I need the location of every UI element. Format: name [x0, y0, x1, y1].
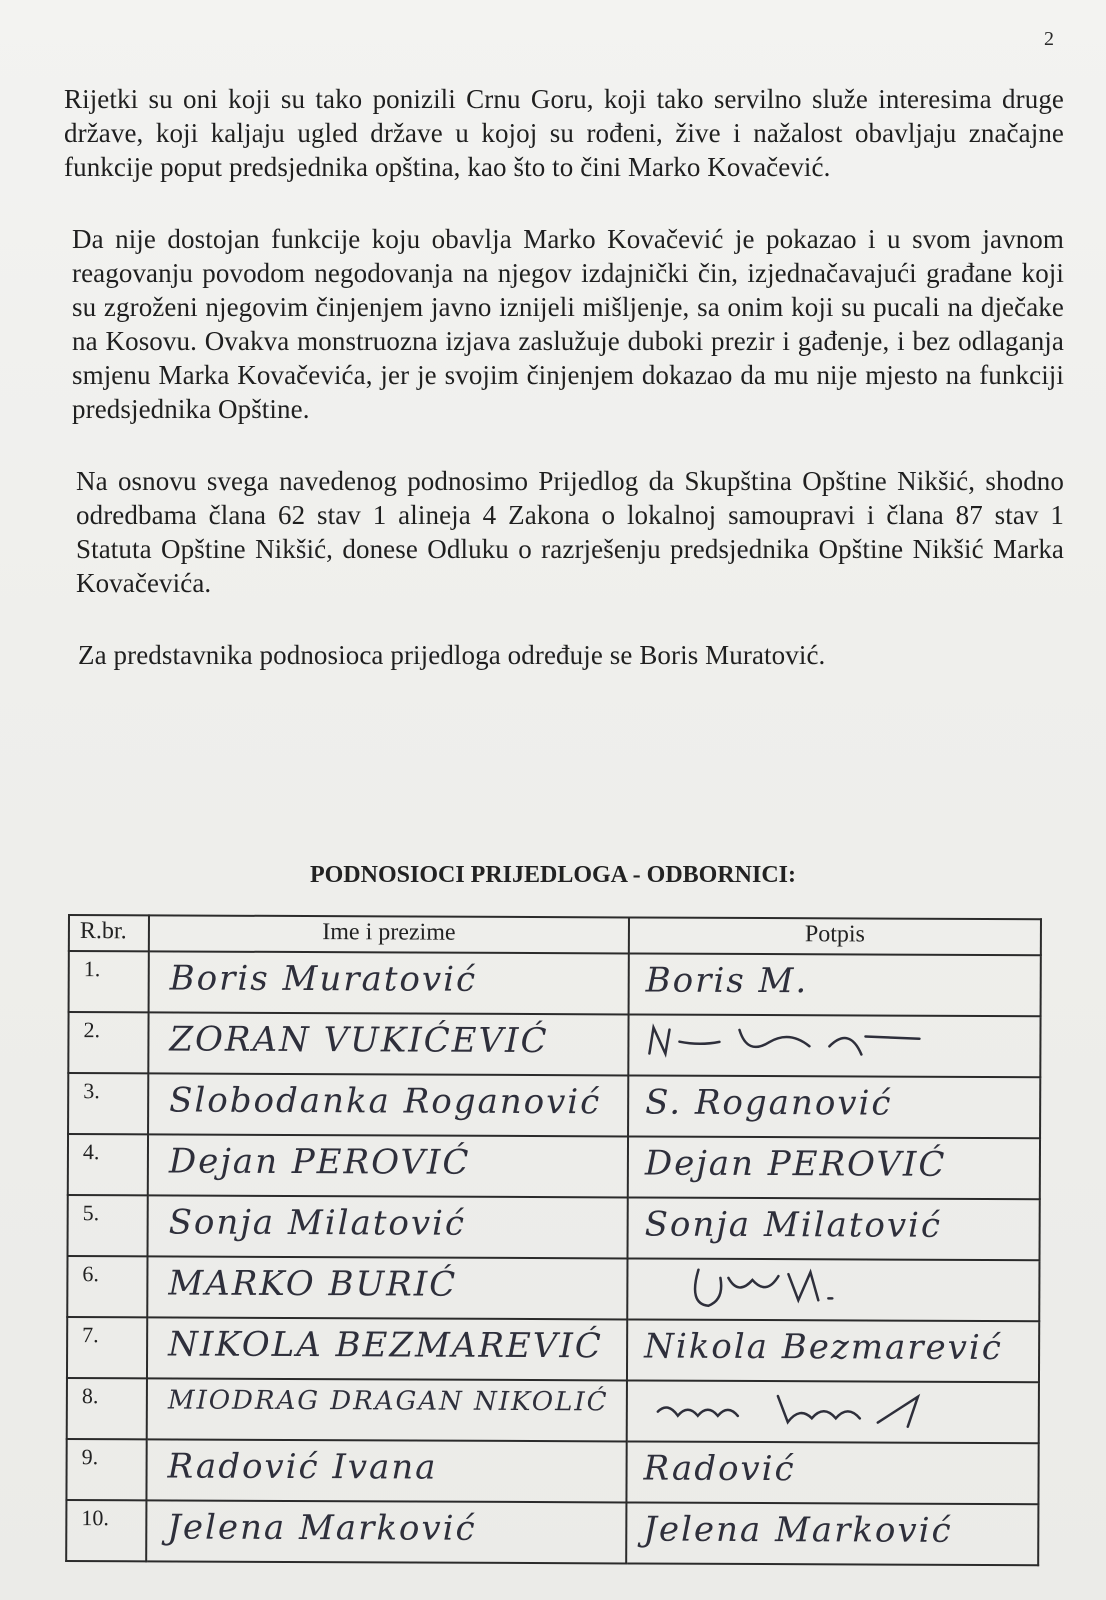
table-row — [68, 1195, 1040, 1260]
row-number: 2. — [68, 1012, 148, 1073]
handwritten-name: ZORAN VUKIĆEVIĆ — [169, 1019, 549, 1062]
table-row — [68, 1012, 1040, 1077]
handwritten-name-cell — [146, 1500, 626, 1563]
signatures-table — [65, 914, 1042, 1566]
signature-cell — [628, 1136, 1040, 1199]
row-number: 1. — [69, 951, 149, 1012]
signature-cell — [627, 1319, 1039, 1382]
signature: Jelena Marković — [643, 1509, 953, 1551]
signature-cell — [628, 1197, 1040, 1260]
row-number: 9. — [66, 1439, 146, 1500]
handwritten-name: Boris Muratović — [169, 958, 478, 1000]
handwritten-name: MARKO BURIĆ — [168, 1263, 458, 1305]
paragraph-2: Da nije dostojan funkcije koju obavlja Marko Kovačević je pokazao i u svom javnom reagovanju povodom negodovanja na njegov izdajnički čin, izjednačavajući građane koji su zgroženi njegovim činjenjem javno iznijeli mišljenje, sa onim koji su pucali na dječake na Kosovu. Ovakva monstruozna izjava zaslužuje duboki prezir i gađenje, i bez odlaganja smjenu Marka Kovačevića, jer je svojim činjenjem dokazao da mu nije mjesto na funkciji predsjednika Opštine. — [72, 224, 1064, 424]
signature-cell — [628, 1014, 1040, 1077]
handwritten-name-cell — [148, 1073, 628, 1136]
signature: S. Roganović — [645, 1082, 893, 1124]
paragraph-4: Za predstavnika podnosioca prijedloga određuje se Boris Muratović. — [78, 640, 826, 670]
paragraph-3: Na osnovu svega navedenog podnosimo Prijedlog da Skupština Opštine Nikšić, shodno odredbama člana 62 stav 1 alineja 4 Zakona o lokalnoj samoupravi i člana 87 stav 1 Statuta Opštine Nikšić, donese Odluku o razrješenju predsjednika Opštine Nikšić Marka Kovačevića. — [76, 466, 1064, 598]
header-name: Ime i prezime — [149, 915, 629, 953]
handwritten-name-cell — [146, 1439, 626, 1502]
handwritten-name: Sonja Milatović — [168, 1202, 467, 1244]
table-title: PODNOSIOCI PRIJEDLOGA - ODBORNICI: — [309, 862, 797, 888]
table-row — [67, 1378, 1039, 1443]
row-number: 10. — [66, 1500, 146, 1561]
handwritten-name-cell — [148, 1012, 628, 1075]
header-rbr: R.br. — [69, 915, 149, 951]
signature-cell — [628, 1075, 1040, 1138]
row-number: 8. — [67, 1378, 147, 1439]
handwritten-name: MIODRAG DRAGAN NIKOLIĆ — [167, 1385, 609, 1418]
row-number: 3. — [68, 1073, 148, 1134]
table-row — [67, 1256, 1039, 1321]
signature: Radović — [643, 1448, 796, 1490]
table-row — [68, 1134, 1040, 1199]
row-number: 7. — [67, 1317, 147, 1378]
handwritten-name: Slobodanka Roganović — [169, 1080, 602, 1123]
handwritten-name-cell — [148, 1195, 628, 1258]
row-number: 4. — [68, 1134, 148, 1195]
table-row — [68, 1073, 1040, 1138]
table-row — [67, 1317, 1039, 1382]
table-row — [66, 1439, 1038, 1504]
signature-cell — [629, 953, 1041, 1016]
handwritten-name: Radović Ivana — [167, 1446, 438, 1488]
signature-cell — [627, 1380, 1039, 1443]
table-row — [69, 951, 1041, 1016]
signature: Sonja Milatović — [644, 1204, 943, 1246]
table-header-row — [69, 915, 1041, 955]
handwritten-name-cell — [148, 1134, 628, 1197]
row-number: 6. — [67, 1256, 147, 1317]
signature: Boris M. — [645, 960, 809, 1002]
signature-scribble — [628, 1259, 928, 1310]
handwritten-name: Jelena Marković — [167, 1507, 477, 1549]
handwritten-name-cell — [147, 1256, 627, 1319]
signature-cell — [627, 1258, 1039, 1321]
signature: Dejan PEROVIĆ — [644, 1143, 947, 1185]
page-number: 2 — [1044, 28, 1054, 50]
signature-cell — [626, 1441, 1038, 1504]
row-number: 5. — [68, 1195, 148, 1256]
handwritten-name: Dejan PEROVIĆ — [168, 1141, 471, 1183]
table-row — [66, 1500, 1038, 1565]
handwritten-name-cell — [147, 1378, 627, 1441]
handwritten-name: NIKOLA BEZMAREVIĆ — [168, 1324, 603, 1367]
signature: Nikola Bezmarević — [644, 1326, 1003, 1369]
signature-cell — [626, 1502, 1038, 1565]
handwritten-name-cell — [147, 1317, 627, 1380]
signature-scribble — [628, 1381, 948, 1432]
paragraph-1: Rijetki su oni koji su tako ponizili Crnu Goru, koji tako servilno služe interesima druge države, koji kaljaju ugled države u kojoj su rođeni, žive i nažalost obavljaju značajne funkcije poput predsjednika opština, kao što to čini Marko Kovačević. — [64, 84, 1064, 182]
document-body — [64, 82, 1064, 672]
signature-scribble — [629, 1015, 929, 1066]
handwritten-name-cell — [149, 951, 629, 1014]
header-signature: Potpis — [629, 917, 1041, 955]
